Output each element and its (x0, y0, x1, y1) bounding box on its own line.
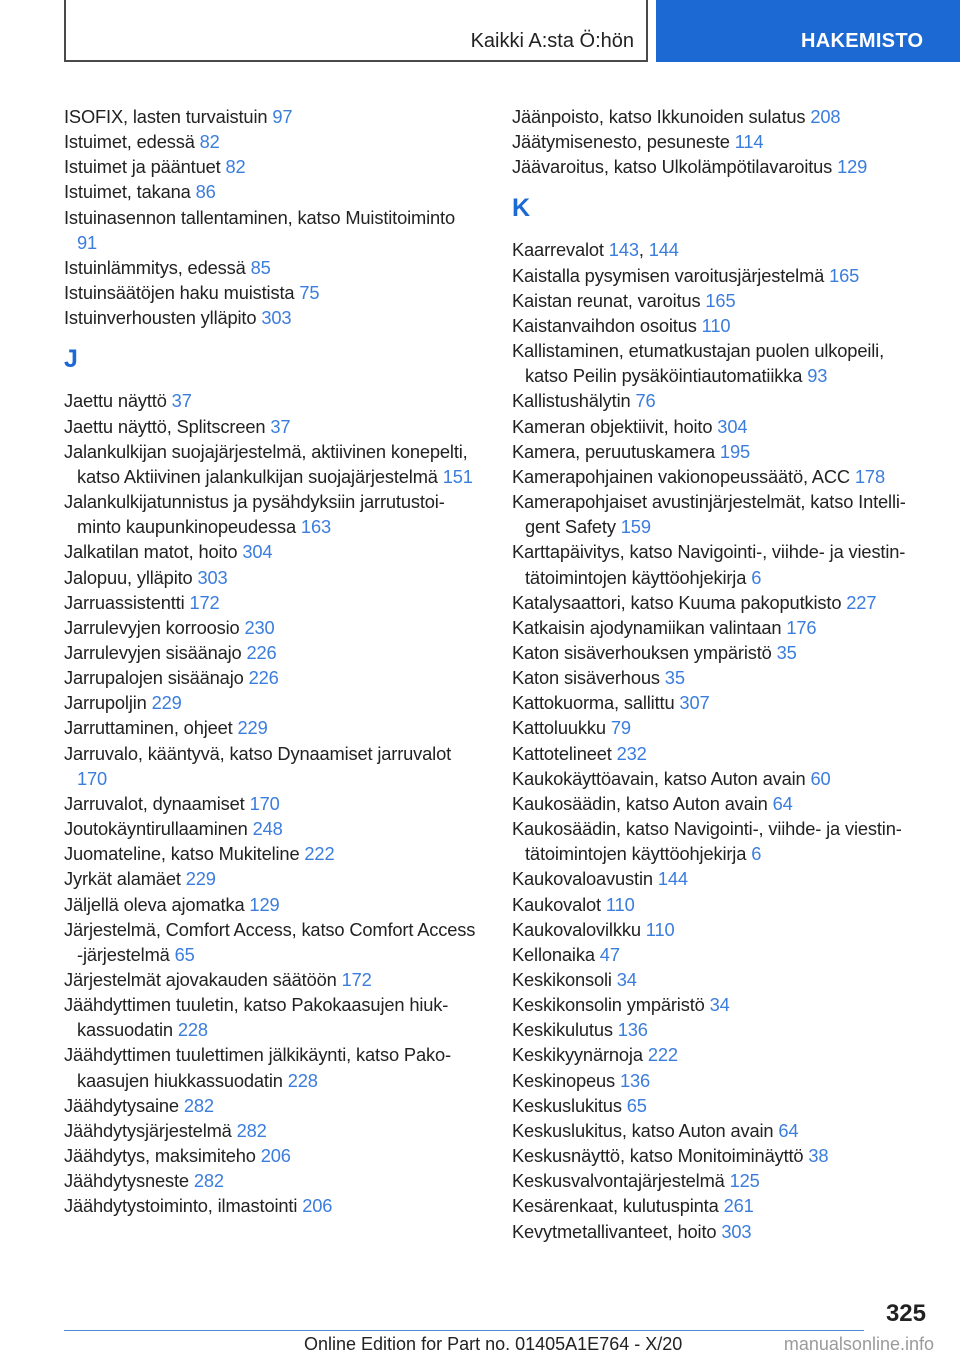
index-entry-text: Kaukokäyttöavain, katso Auton avain (512, 767, 806, 789)
index-entry-text: Kamerapohjaiset avustinjärjestelmät, katso Intelligent Safety (512, 491, 906, 538)
index-entry-text: Järjestelmä, Comfort Access, katso Comfort Access -järjestelmä (64, 918, 476, 965)
index-entry (512, 439, 927, 464)
index-entry-text: Jarrupalojen sisäänajo (64, 667, 244, 689)
index-entry-text: Kevytmetallivanteet, hoito (512, 1220, 717, 1242)
page-link[interactable]: 129 (249, 893, 280, 915)
index-entry-text: Jäähdytys, maksimiteho (64, 1145, 256, 1167)
index-entry (64, 129, 479, 154)
index-entry (512, 288, 927, 313)
page-link[interactable]: 37 (270, 415, 291, 437)
index-entry (512, 690, 927, 715)
index-entry-text: Jarruvalo, kääntyvä, katso Dynaamiset jarruvalot (64, 742, 452, 764)
index-entry (64, 967, 479, 992)
index-entry (512, 313, 927, 338)
index-entry (64, 154, 479, 179)
index-entry (64, 640, 479, 665)
page-link[interactable]: 230 (244, 616, 275, 638)
index-entry (512, 263, 927, 288)
index-entry-text: Kaarrevalot (512, 239, 604, 261)
index-entry (512, 1143, 927, 1168)
index-entry-text: Jäähdytystoiminto, ilmastointi (64, 1195, 298, 1217)
index-entry (64, 690, 479, 715)
index-entry-text: Jalopuu, ylläpito (64, 566, 193, 588)
index-entry (64, 1118, 479, 1143)
index-entry-text: Istuinlämmitys, edessä (64, 256, 246, 278)
page-link[interactable]: 172 (341, 969, 372, 990)
index-entry-text: Katon sisäverhouksen ympäristö (512, 641, 772, 663)
index-entry (64, 104, 479, 129)
index-entry-text: Istuimet, takana (64, 181, 191, 203)
page-link[interactable]: 79 (610, 717, 631, 739)
page-link[interactable]: 125 (729, 1170, 760, 1192)
index-entry (512, 1193, 927, 1218)
index-column-left (64, 104, 479, 1219)
index-entry-text: Keskikonsolin ympäristö (512, 994, 705, 1016)
index-entry (512, 539, 927, 589)
index-entry (64, 439, 479, 489)
index-entry-text: Kaukovalot (512, 893, 601, 915)
page-link[interactable]: 228 (177, 1019, 208, 1041)
index-entry-text: Jäähdyttimen tuulettimen jälkikäynti, katso Pakokaasujen hiukkassuodatin (64, 1044, 452, 1091)
page-link[interactable]: 144 (657, 868, 688, 890)
index-entry (64, 816, 479, 841)
page-link[interactable]: 165 (705, 289, 736, 311)
index-letter-heading: K (512, 194, 531, 223)
page-link[interactable]: 143 (608, 239, 639, 261)
page-link[interactable]: 172 (189, 591, 220, 613)
page-link[interactable]: 86 (195, 181, 216, 203)
index-entry (64, 741, 479, 791)
index-entry (64, 255, 479, 280)
index-entry-text: Kamerapohjainen vakionopeussäätö, ACC (512, 465, 850, 487)
index-entry (64, 917, 479, 967)
index-entry (512, 104, 927, 129)
page-link[interactable]: 206 (260, 1145, 291, 1167)
tab-alphabet[interactable] (64, 0, 648, 62)
index-entry (512, 1017, 927, 1042)
index-entry: Kaarrevalot 143, 144 (512, 239, 679, 261)
index-entry-text: Jäähdyttimen tuuletin, katso Pakokaasujen hiukkassuodatin (64, 994, 449, 1041)
page-link[interactable]: 38 (808, 1145, 829, 1167)
index-entry-text: Katalysaattori, katso Kuuma pakoputkisto (512, 591, 842, 613)
index-entry (512, 665, 927, 690)
index-entry (512, 640, 927, 665)
index-entry (64, 305, 479, 330)
index-entry-text: Jarrulevyjen sisäänajo (64, 641, 242, 663)
index-entry (512, 1042, 927, 1067)
index-entry-text: Keskikonsoli (512, 969, 612, 990)
index-entry (512, 816, 927, 866)
index-entry (512, 414, 927, 439)
index-entry-text: Jarruttaminen, ohjeet (64, 717, 233, 739)
page-link[interactable]: 85 (250, 256, 271, 278)
index-entry (512, 967, 927, 992)
page-link[interactable]: 165 (829, 264, 860, 286)
page-link[interactable]: 91 (77, 231, 98, 253)
page-link[interactable]: 229 (237, 717, 268, 739)
index-entry (512, 1118, 927, 1143)
index-entry (512, 715, 927, 740)
index-entry-text: Kaistanvaihdon osoitus (512, 314, 697, 336)
footer-divider (64, 1330, 864, 1331)
page-link[interactable]: 227 (846, 591, 877, 613)
index-entry (64, 841, 479, 866)
index-entry-text: Istuimet, edessä (64, 131, 195, 153)
page-link[interactable]: 110 (605, 893, 635, 915)
page-link[interactable]: 248 (252, 818, 283, 840)
page-link[interactable]: 303 (261, 307, 292, 329)
page-number: 325 (885, 1300, 926, 1327)
index-entry (64, 1093, 479, 1118)
index-entry-text: Jäätymisenesto, pesuneste (512, 131, 730, 153)
index-entry-text: Keskusnäyttö, katso Monitoiminäyttö (512, 1145, 804, 1167)
index-entry-text: Kattokuorma, sallittu (512, 692, 675, 714)
page-link[interactable]: 35 (664, 667, 685, 689)
index-entry (64, 539, 479, 564)
index-entry-text: Jarrulevyjen korroosio (64, 616, 240, 638)
index-entry-text: Jäähdytysaine (64, 1094, 179, 1116)
page-link[interactable]: 136 (617, 1019, 648, 1041)
index-entry (64, 715, 479, 740)
page-link[interactable]: 226 (248, 667, 279, 689)
page-link[interactable]: 170 (249, 792, 280, 814)
page-link[interactable]: 65 (626, 1094, 647, 1116)
page-link[interactable]: 282 (193, 1170, 224, 1192)
index-entry-text: Keskusvalvontajärjestelmä (512, 1170, 725, 1192)
page-link[interactable]: 226 (246, 641, 277, 663)
page-link[interactable]: 176 (786, 616, 817, 638)
index-entry-text: Jalankulkijatunnistus ja pysähdyksiin jarrutustoiminto kaupunkinopeudessa (64, 491, 445, 538)
page-link[interactable]: 304 (242, 541, 273, 563)
page-link[interactable]: 206 (302, 1195, 333, 1217)
index-entry-text: Jalankulkijan suojajärjestelmä, aktiivinen konepelti, katso Aktiivinen jalankulkijan suojajärjestelmä (64, 440, 468, 487)
page-link[interactable]: 65 (174, 943, 195, 965)
watermark: manualsonline.info (783, 1334, 934, 1354)
index-entry-text: Jyrkät alamäet (64, 868, 181, 890)
page-link[interactable]: 222 (304, 843, 335, 865)
page-link[interactable]: 144 (648, 239, 679, 261)
page-link[interactable]: 170 (77, 767, 108, 789)
page-link[interactable]: 60 (810, 767, 831, 789)
index-entry (512, 791, 927, 816)
index-entry (64, 992, 479, 1042)
page-link[interactable]: 97 (272, 106, 293, 127)
index-entry-text: Kaistan reunat, varoitus (512, 289, 701, 311)
index-entry (512, 464, 927, 489)
index-entry (512, 388, 927, 413)
page-link[interactable]: 35 (776, 641, 797, 663)
index-entry-text: Jäänpoisto, katso Ikkunoiden sulatus (512, 106, 806, 127)
index-entry-text: Keskikulutus (512, 1019, 613, 1041)
index-letter-heading: J (64, 345, 78, 374)
page-link[interactable]: 228 (287, 1069, 318, 1091)
page-link[interactable]: 6 (751, 843, 762, 865)
index-entry-text: Kellonaika (512, 943, 595, 965)
index-entry-text: Katkaisin ajodynamiikan valintaan (512, 616, 782, 638)
page-link[interactable]: 208 (810, 106, 841, 127)
footer-edition: Online Edition for Part no. 01405A1E764 - X/20 (304, 1334, 683, 1354)
page-link[interactable]: 34 (616, 969, 637, 990)
page-link[interactable]: 136 (619, 1069, 651, 1091)
page-link[interactable]: 229 (185, 868, 216, 890)
index-entry-text: Kaukosäädin, katso Navigointi-, viihde- ja viestintätoimintojen käyttöohjekirja (512, 818, 902, 865)
index-entry-text: Keskikyynärnoja (512, 1044, 643, 1066)
page-link[interactable]: 282 (236, 1119, 267, 1141)
page-link[interactable]: 129 (837, 156, 868, 178)
index-entry-text: Karttapäivitys, katso Navigointi-, viihde- ja viestintätoimintojen käyttöohjekirja (512, 541, 906, 588)
page-link[interactable]: 64 (772, 792, 793, 814)
index-entry-text: Kaukosäädin, katso Auton avain (512, 792, 768, 814)
index-entry (512, 1068, 927, 1093)
index-entry-text: Jarruassistentti (64, 591, 185, 613)
page-link[interactable]: 163 (300, 516, 331, 538)
index-entry-text: Järjestelmät ajovakauden säätöön (64, 969, 337, 990)
index-entry-text: Jalkatilan matot, hoito (64, 541, 238, 563)
index-entry (512, 942, 927, 967)
index-entry-text: Katon sisäverhous (512, 667, 660, 689)
index-entry-text: Keskuslukitus (512, 1094, 622, 1116)
index-entry-text: Istuinverhousten ylläpito (64, 307, 257, 329)
index-entry (64, 1193, 479, 1218)
index-entry-text: Kesärenkaat, kulutuspinta (512, 1195, 719, 1217)
index-entry-text: Kallistaminen, etumatkustajan puolen ulkopeili, katso Peilin pysäköintiautomatiikka (512, 340, 885, 387)
index-entry-text: Jaettu näyttö, Splitscreen (64, 415, 266, 437)
index-entry-text: Kattoluukku (512, 717, 606, 739)
page-link[interactable]: 304 (717, 415, 748, 437)
page-link[interactable]: 110 (701, 314, 731, 336)
page-link[interactable]: 76 (635, 390, 656, 412)
index-entry (512, 338, 927, 388)
page-link[interactable]: 232 (616, 742, 647, 764)
index-entry (512, 741, 927, 766)
index-entry-text: ISOFIX, lasten turvaistuin (64, 106, 268, 127)
index-entry (512, 1168, 927, 1193)
index-entry (512, 992, 927, 1017)
index-entry (512, 866, 927, 891)
index-entry-text: Istuinasennon tallentaminen, katso Muistitoiminto (64, 206, 455, 228)
index-entry-text: Jäähdytysjärjestelmä (64, 1119, 232, 1141)
index-entry (512, 1219, 927, 1244)
index-entry-text: Kaistalla pysymisen varoitusjärjestelmä (512, 264, 825, 286)
page-link[interactable]: 34 (709, 994, 730, 1016)
page-link[interactable]: 47 (599, 943, 620, 965)
index-entry (64, 791, 479, 816)
index-entry-text: Jarrupoljin (64, 692, 147, 714)
index-entry (64, 892, 479, 917)
index-entry (512, 766, 927, 791)
index-entry-text: Istuimet ja pääntuet (64, 156, 221, 178)
index-entry (64, 414, 479, 439)
page-link[interactable]: 151 (442, 465, 473, 487)
index-entry (512, 489, 927, 539)
index-entry-text: Jäävaroitus, katso Ulkolämpötilavaroitus (512, 156, 833, 178)
index-entry (64, 665, 479, 690)
page-link[interactable]: 222 (647, 1044, 678, 1066)
index-entry (512, 917, 927, 942)
page-link[interactable]: 82 (199, 131, 220, 153)
index-entry (64, 489, 479, 539)
index-entry (512, 1093, 927, 1118)
index-entry (64, 388, 479, 413)
page-link[interactable]: 110 (645, 918, 675, 940)
page-link[interactable]: 159 (620, 516, 651, 538)
page-link[interactable]: 229 (151, 692, 182, 714)
index-entry-text: Jarruvalot, dynaamiset (64, 792, 245, 814)
index-entry-text: Kamera, peruutuskamera (512, 440, 715, 462)
page-link[interactable]: 6 (751, 566, 762, 588)
index-entry (64, 280, 479, 305)
index-entry (64, 590, 479, 615)
index-entry (512, 892, 927, 917)
index-entry (64, 565, 479, 590)
index-entry (512, 615, 927, 640)
index-entry-text: Jäljellä oleva ajomatka (64, 893, 245, 915)
page-link[interactable]: 303 (721, 1220, 752, 1242)
index-entry (64, 1168, 479, 1193)
tab-index[interactable] (656, 0, 960, 62)
index-entry (64, 1143, 479, 1168)
index-entry (64, 179, 479, 204)
page-link[interactable]: 114 (734, 131, 764, 153)
index-entry (512, 129, 927, 154)
index-entry-text: Kaukovalovilkku (512, 918, 641, 940)
index-entry (64, 866, 479, 891)
page-link[interactable]: 261 (723, 1195, 754, 1217)
index-entry-text: Joutokäyntirullaaminen (64, 818, 248, 840)
index-entry-text: Istuinsäätöjen haku muistista (64, 282, 295, 304)
page-link[interactable]: 93 (807, 365, 828, 387)
index-entry-text: Jaettu näyttö (64, 390, 167, 412)
page-link[interactable]: 75 (299, 282, 320, 304)
page-link[interactable]: 37 (171, 390, 192, 412)
index-entry (64, 615, 479, 640)
index-entry (64, 1042, 479, 1092)
index-entry-text: Jäähdytysneste (64, 1170, 189, 1192)
page-link[interactable]: 282 (183, 1094, 214, 1116)
index-entry-text: Kallistushälytin (512, 390, 631, 412)
index-entry-text: Keskuslukitus, katso Auton avain (512, 1119, 774, 1141)
page-link[interactable]: 82 (225, 156, 246, 178)
page-link[interactable]: 195 (719, 440, 750, 462)
index-column-right (512, 104, 927, 1244)
page-link[interactable]: 178 (854, 465, 885, 487)
tab-alphabet-label: Kaikki A:sta Ö:hön (470, 30, 634, 52)
index-entry-text: Juomateline, katso Mukiteline (64, 843, 300, 865)
page-link[interactable]: 307 (679, 692, 710, 714)
index-entry-text: Kameran objektiivit, hoito (512, 415, 713, 437)
index-entry (512, 154, 927, 179)
page-link[interactable]: 303 (197, 566, 228, 588)
index-entry-text: Kattotelineet (512, 742, 612, 764)
index-entry-text: Kaukovaloavustin (512, 868, 653, 890)
tab-index-label: HAKEMISTO (801, 30, 924, 52)
index-entry (512, 590, 927, 615)
index-entry (64, 205, 479, 255)
index-entry-text: Keskinopeus (512, 1069, 616, 1091)
page-link[interactable]: 64 (778, 1119, 799, 1141)
